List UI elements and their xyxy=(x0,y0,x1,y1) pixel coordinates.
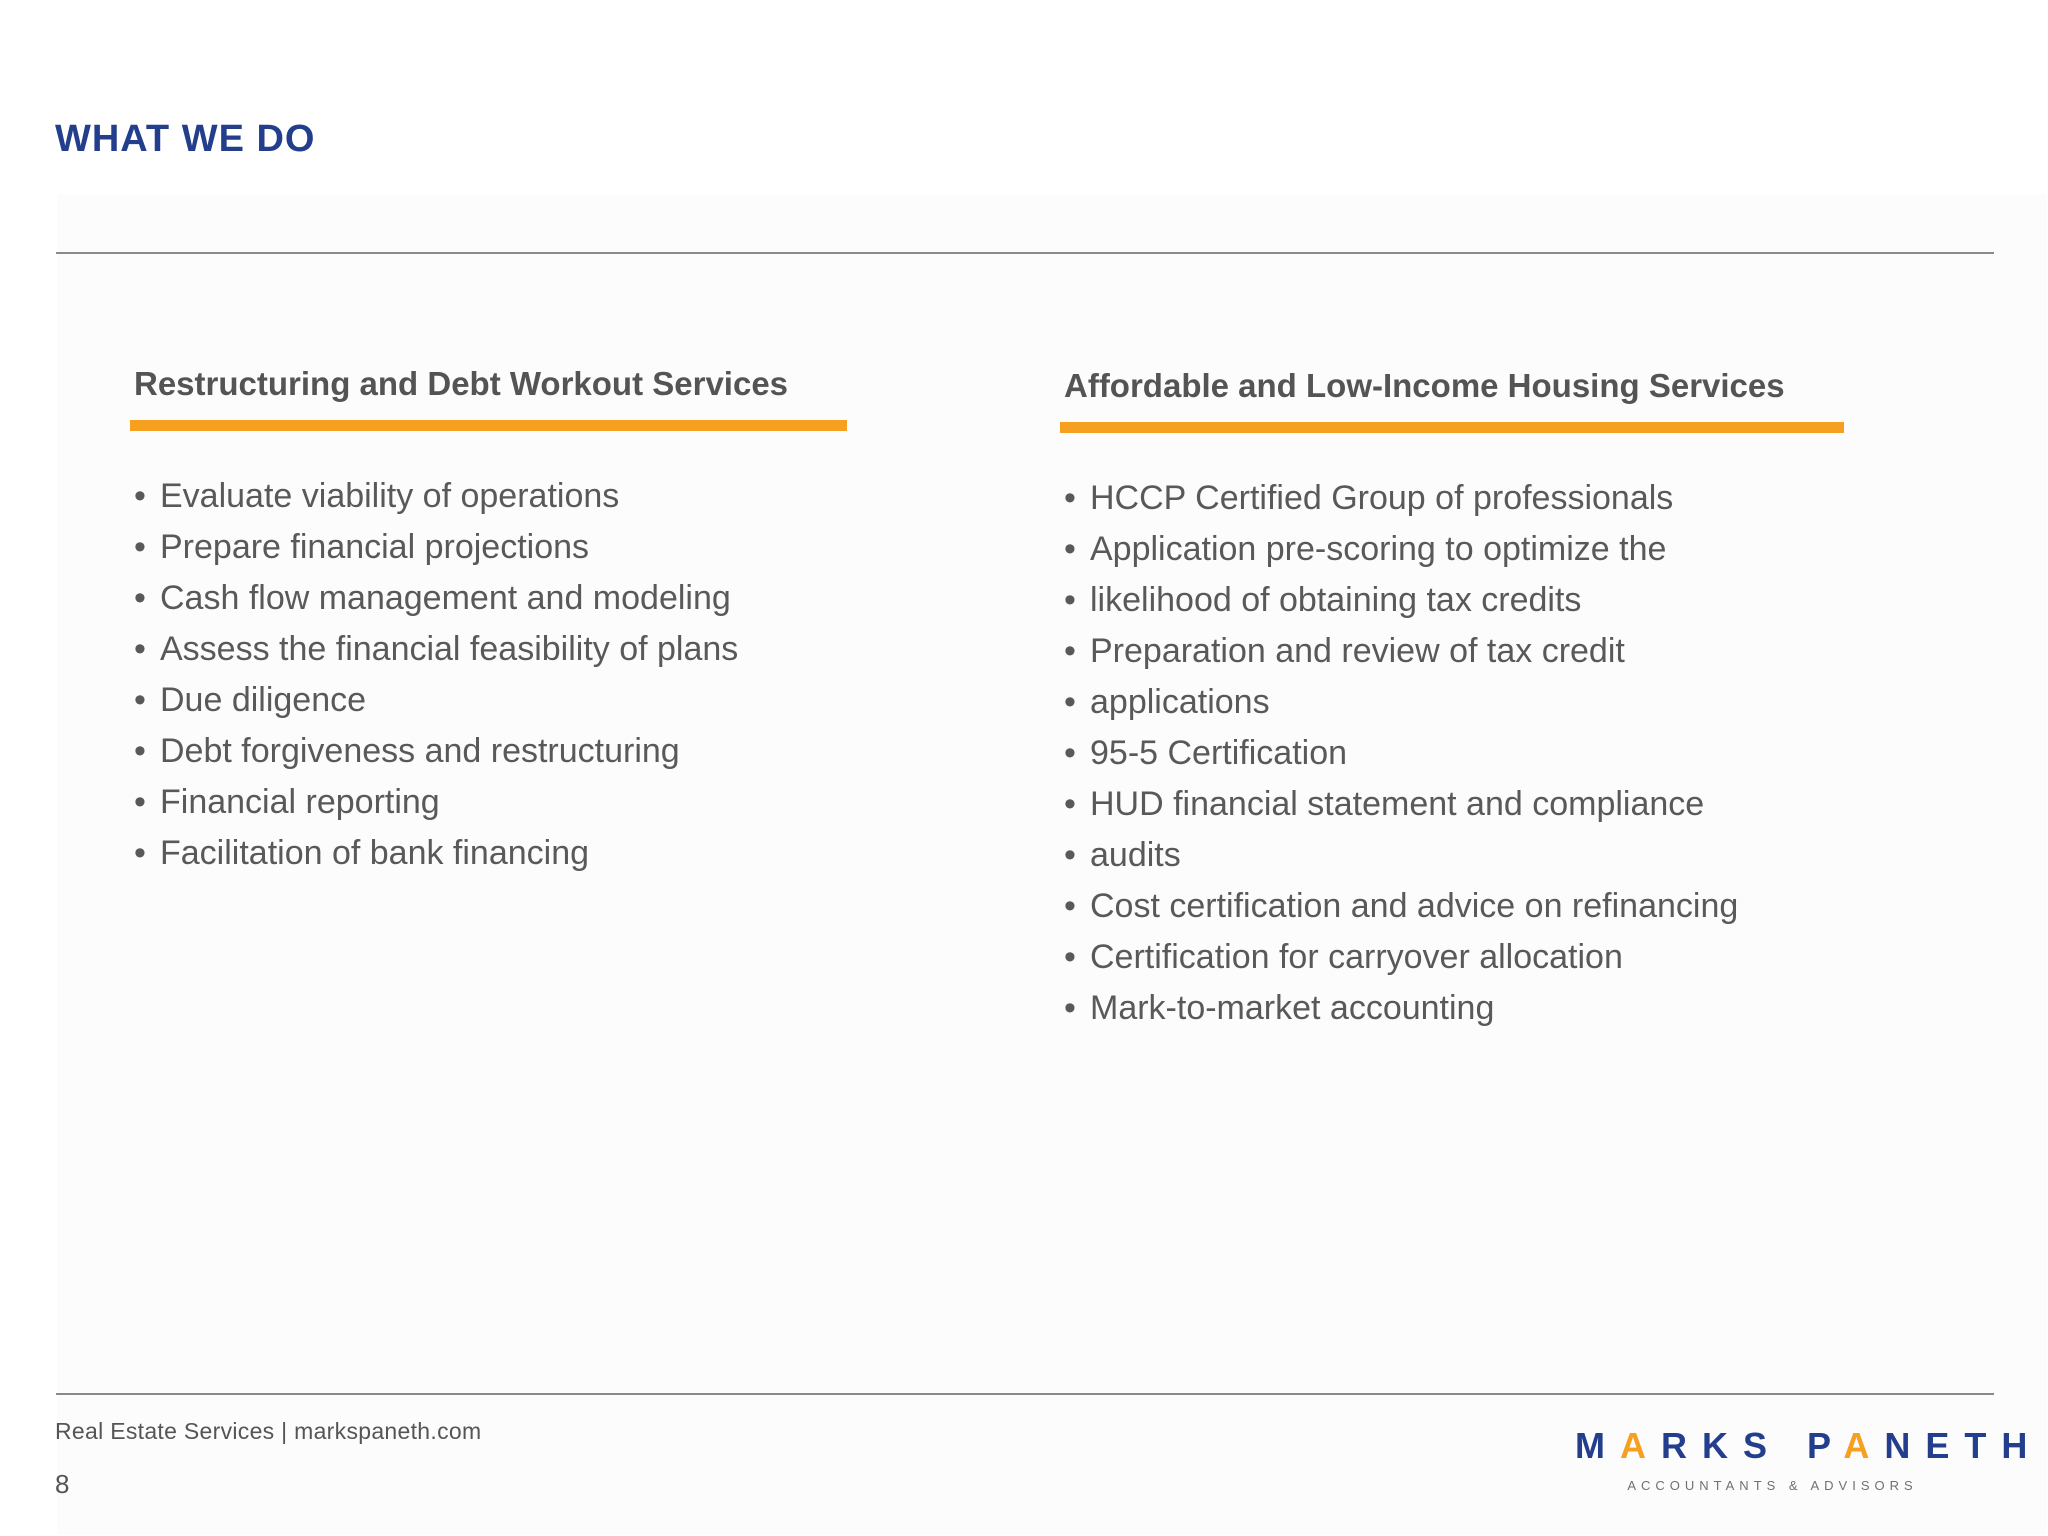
restructuring-list xyxy=(130,471,870,879)
list-item: • audits xyxy=(1060,830,1860,881)
restructuring-underline xyxy=(130,420,847,431)
list-item: • applications xyxy=(1060,677,1860,728)
logo-wordmark: MARKS PANETH xyxy=(1575,1425,2043,1466)
housing-list xyxy=(1060,473,1860,1034)
list-item: • Prepare financial projections xyxy=(130,522,870,573)
list-item: • Financial reporting xyxy=(130,777,870,828)
list-item: • Preparation and review of tax credit xyxy=(1060,626,1860,677)
page-number: 8 xyxy=(55,1469,70,1499)
list-item: • likelihood of obtaining tax credits xyxy=(1060,575,1860,626)
list-item: • Assess the financial feasibility of plans xyxy=(130,624,870,675)
housing-column xyxy=(1060,367,1860,1034)
list-item: • Facilitation of bank financing xyxy=(130,828,870,879)
housing-heading: Affordable and Low-Income Housing Services xyxy=(1064,367,1785,404)
restructuring-heading: Restructuring and Debt Workout Services xyxy=(134,365,789,402)
housing-underline xyxy=(1060,422,1844,433)
list-item: • Application pre-scoring to optimize the xyxy=(1060,524,1860,575)
list-item: • HCCP Certified Group of professionals xyxy=(1060,473,1860,524)
list-item: • HUD financial statement and compliance xyxy=(1060,779,1860,830)
list-item: • Cash flow management and modeling xyxy=(130,573,870,624)
bottom-divider xyxy=(56,1393,1994,1395)
logo-tagline: ACCOUNTANTS & ADVISORS xyxy=(1627,1478,1918,1493)
list-item: • 95-5 Certification xyxy=(1060,728,1860,779)
list-item: • Evaluate viability of operations xyxy=(130,471,870,522)
list-item: • Certification for carryover allocation xyxy=(1060,932,1860,983)
marks-paneth-logo xyxy=(1575,1425,2043,1495)
footer-text: Real Estate Services | markspaneth.com xyxy=(55,1418,482,1444)
list-item: • Debt forgiveness and restructuring xyxy=(130,726,870,777)
page-title: WHAT WE DO xyxy=(55,118,316,160)
list-item: • Due diligence xyxy=(130,675,870,726)
list-item: • Cost certification and advice on refinancing xyxy=(1060,881,1860,932)
list-item: • Mark-to-market accounting xyxy=(1060,983,1860,1034)
top-divider xyxy=(56,252,1994,254)
restructuring-column xyxy=(130,365,870,879)
